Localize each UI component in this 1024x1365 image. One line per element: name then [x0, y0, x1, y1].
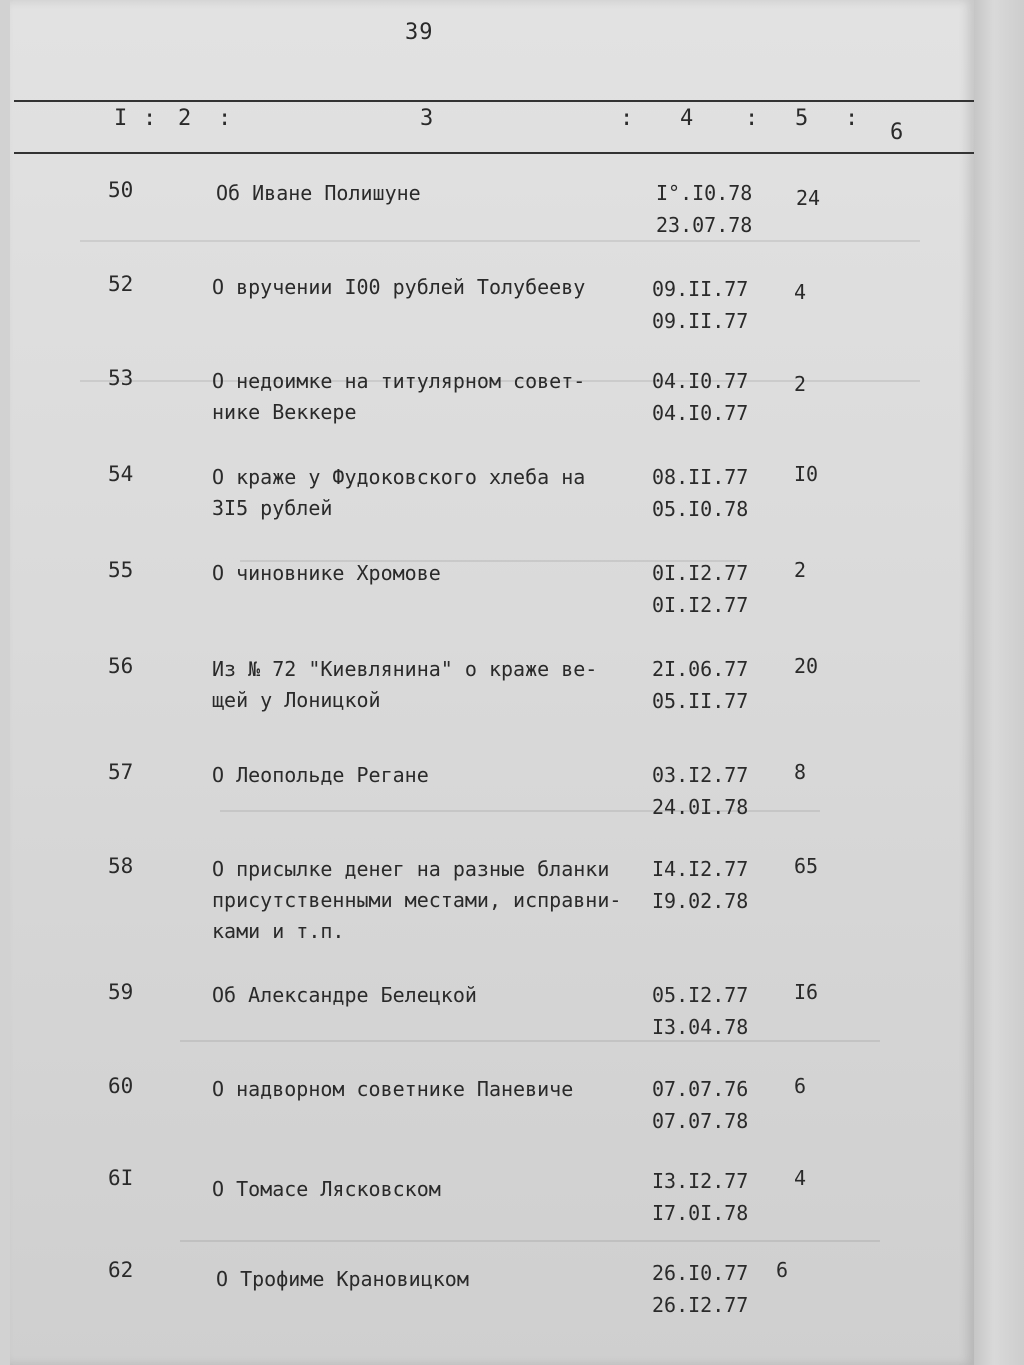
record-sheet-count: 6 — [776, 1258, 789, 1282]
record-number: 57 — [108, 760, 134, 784]
record-number: 60 — [108, 1074, 134, 1098]
column-header: 5 — [795, 106, 809, 131]
record-number: 50 — [108, 178, 134, 202]
record-date-start: I3.I2.77 — [652, 1169, 749, 1193]
record-date-end: I3.04.78 — [652, 1015, 749, 1039]
column-separator: : — [745, 106, 759, 131]
record-number: 53 — [108, 366, 134, 390]
record-sheet-count: I0 — [794, 462, 819, 486]
record-title: О надворном советнике Паневиче — [212, 1077, 574, 1101]
record-date-start: 05.I2.77 — [652, 983, 749, 1007]
record-sheet-count: 4 — [794, 1166, 807, 1190]
column-header: 4 — [680, 106, 694, 131]
record-number: 54 — [108, 462, 134, 486]
column-separator: : — [845, 106, 859, 131]
record-number: 58 — [108, 854, 134, 878]
record-title: Из № 72 "Киевлянина" о краже ве- щей у Лоницкой — [212, 657, 598, 712]
record-title: О недоимке на титулярном совет- нике Веккере — [212, 369, 586, 424]
record-sheet-count: 2 — [794, 558, 807, 582]
record-date-end: 05.II.77 — [652, 689, 749, 713]
column-header: 2 — [178, 106, 192, 131]
record-date-end: 23.07.78 — [656, 213, 753, 237]
column-header: 3 — [420, 106, 434, 131]
record-date-end: 0I.I2.77 — [652, 593, 749, 617]
record-sheet-count: I6 — [794, 980, 819, 1004]
record-date-end: 07.07.78 — [652, 1109, 749, 1133]
record-date-end: 09.II.77 — [652, 309, 749, 333]
record-date-start: 03.I2.77 — [652, 763, 749, 787]
record-date-end: 24.0I.78 — [652, 795, 749, 819]
record-number: 56 — [108, 654, 134, 678]
column-header: I — [114, 106, 128, 131]
record-date-start: 04.I0.77 — [652, 369, 749, 393]
record-sheet-count: 2 — [794, 372, 807, 396]
record-date-start: 2I.06.77 — [652, 657, 749, 681]
record-date-start: I°.I0.78 — [656, 181, 753, 205]
record-date-start: 09.II.77 — [652, 277, 749, 301]
record-title: Об Александре Белецкой — [212, 983, 477, 1007]
column-separator: : — [218, 106, 232, 131]
record-date-start: 26.I0.77 — [652, 1261, 749, 1285]
record-title: О Томасе Лясковском — [212, 1177, 441, 1201]
record-date-end: 04.I0.77 — [652, 401, 749, 425]
record-sheet-count: 8 — [794, 760, 807, 784]
record-date-end: 05.I0.78 — [652, 497, 749, 521]
record-title: О вручении I00 рублей Толубееву — [212, 275, 586, 299]
record-date-start: 0I.I2.77 — [652, 561, 749, 585]
record-number: 59 — [108, 980, 134, 1004]
record-number: 52 — [108, 272, 134, 296]
record-number: 6I — [108, 1166, 134, 1190]
record-title: О краже у Фудоковского хлеба на 3I5 рублей — [212, 465, 586, 520]
record-title: О чиновнике Хромове — [212, 561, 441, 585]
record-number: 55 — [108, 558, 134, 582]
record-sheet-count: 6 — [794, 1074, 807, 1098]
column-separator: : — [620, 106, 634, 131]
record-date-end: 26.I2.77 — [652, 1293, 749, 1317]
record-date-end: I9.02.78 — [652, 889, 749, 913]
record-number: 62 — [108, 1258, 134, 1282]
column-separator: : — [143, 106, 157, 131]
page-number: 39 — [405, 20, 434, 45]
record-date-end: I7.0I.78 — [652, 1201, 749, 1225]
record-sheet-count: 65 — [794, 854, 819, 878]
record-date-start: 08.II.77 — [652, 465, 749, 489]
record-sheet-count: 24 — [796, 186, 821, 210]
record-title: О Леопольде Регане — [212, 763, 429, 787]
record-date-start: I4.I2.77 — [652, 857, 749, 881]
column-header: 6 — [890, 120, 904, 145]
record-title: О Трофиме Крановицком — [216, 1267, 469, 1291]
record-sheet-count: 20 — [794, 654, 819, 678]
record-date-start: 07.07.76 — [652, 1077, 749, 1101]
record-title: О присылке денег на разные бланки присутственными местами, исправни- ками и т.п. — [212, 857, 622, 943]
record-sheet-count: 4 — [794, 280, 807, 304]
record-title: Об Иване Полишуне — [216, 181, 421, 205]
